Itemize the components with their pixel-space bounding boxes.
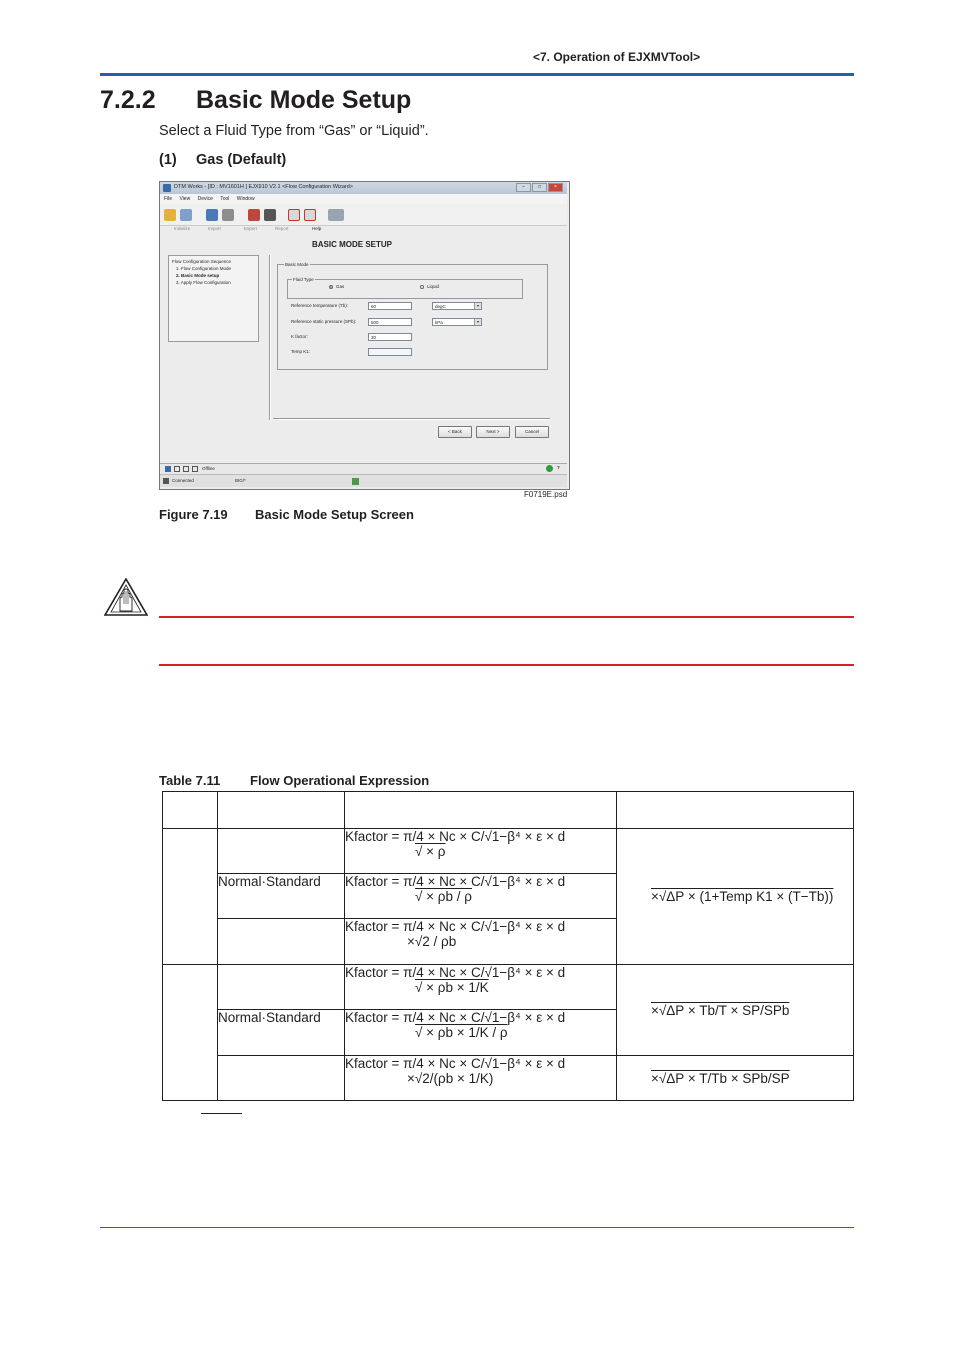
help-icon[interactable]: ? (557, 465, 560, 470)
kfactor-line: √ × ρb / ρ (415, 889, 472, 904)
subsection-title: Gas (Default) (196, 152, 287, 168)
flow-expression-table (162, 791, 854, 1101)
sequence-item: 3. Apply Flow Configuration (176, 280, 231, 285)
footer-rule (100, 1227, 854, 1228)
mode-cell (218, 1056, 345, 1101)
kfactor-cell (345, 1010, 617, 1056)
print-icon[interactable] (328, 209, 344, 221)
header-cell (218, 792, 345, 829)
table-row (163, 965, 854, 1010)
kfactor-line: Kfactor = π/4 × Nc × C/√1−β⁴ × ε × d (345, 965, 566, 980)
liquid-label: Liquid (427, 284, 440, 289)
cancel-button[interactable]: Cancel (515, 426, 549, 438)
gas-label: Gas (336, 284, 345, 289)
chevron-down-icon: ▾ (474, 303, 481, 309)
status-bar-bottom (160, 474, 567, 487)
liquid-radio[interactable] (420, 285, 424, 289)
mode-cell: Normal·Standard (218, 1010, 345, 1056)
toolbar-label-export: Export (244, 226, 258, 231)
maximize-button[interactable]: □ (532, 183, 547, 192)
ref-press-unit-value: kPa (435, 320, 443, 325)
toolbar (160, 204, 567, 226)
download-icon[interactable] (304, 209, 316, 221)
sequence-item: 1. Flow Configuration Mode (176, 266, 232, 271)
next-button[interactable]: Next > (476, 426, 510, 438)
tree-icon (165, 466, 171, 472)
kfactor-line: Kfactor = π/4 × Nc × C/√1−β⁴ × ε × d (345, 829, 566, 844)
screen-title: BASIC MODE SETUP (312, 240, 393, 249)
disconnect-icon[interactable] (180, 209, 192, 221)
window-title: DTM Works - [ID : MV1601H ] EJX910 V2.1 <Flow Configuration Wizard> (174, 184, 354, 190)
ref-press-label: Reference static pressure (SPb): (291, 319, 357, 324)
flow-expression: ×√ΔP × T/Tb × SPb/SP (651, 1070, 790, 1086)
status-icon (352, 478, 359, 485)
menu-tool[interactable]: Tool (220, 196, 230, 202)
kfactor-label: K factor: (291, 334, 308, 339)
table-row (163, 829, 854, 874)
kfactor-line: √ × ρb × 1/K / ρ (415, 1025, 508, 1040)
intro-text: Select a Fluid Type from “Gas” or “Liquid”. (159, 123, 429, 139)
export-icon[interactable] (248, 209, 260, 221)
toolbar-label-import: Import (208, 226, 221, 231)
section-number: 7.2.2 (100, 86, 156, 114)
chevron-down-icon: ▾ (474, 319, 481, 325)
flow-expression: ×√ΔP × (1+Temp K1 × (T−Tb)) (651, 889, 834, 904)
caution-icon (104, 578, 148, 616)
mode-cell: Normal·Standard (218, 874, 345, 919)
expression-cell (617, 829, 854, 965)
online-status-icon (546, 465, 553, 472)
device-icon (174, 466, 180, 472)
basic-mode-label: Basic Mode (285, 262, 309, 267)
figure-title: Basic Mode Setup Screen (255, 507, 414, 522)
offline-status: Offline (202, 466, 215, 471)
table-header-row (163, 792, 854, 829)
tempk1-input[interactable] (368, 348, 412, 356)
kfactor-line: Kfactor = π/4 × Nc × C/√1−β⁴ × ε × d (345, 874, 566, 889)
table-row (163, 1056, 854, 1101)
list-icon (192, 466, 198, 472)
menu-file[interactable]: File (164, 196, 173, 202)
back-button[interactable]: < Back (438, 426, 472, 438)
kfactor-line: Kfactor = π/4 × Nc × C/√1−β⁴ × ε × d (345, 919, 566, 934)
menu-window[interactable]: Window (236, 196, 255, 202)
initialize-icon[interactable] (206, 209, 218, 221)
toolbar-label-help: Help (312, 226, 322, 231)
table-title: Flow Operational Expression (250, 773, 430, 788)
basic-mode-setup-screenshot (159, 181, 570, 490)
table-number: Table 7.11 (159, 773, 221, 788)
kfactor-line: Kfactor = π/4 × Nc × C/√1−β⁴ × ε × d (345, 1056, 566, 1071)
window-titlebar (160, 182, 567, 194)
header-cell (617, 792, 854, 829)
kfactor-line: √ × ρ (415, 844, 446, 859)
expression-cell (617, 1056, 854, 1101)
gas-radio[interactable] (329, 285, 333, 289)
expression-cell (617, 965, 854, 1056)
sequence-panel (168, 255, 259, 342)
note-line (201, 1113, 242, 1114)
report-icon[interactable] (264, 209, 276, 221)
caution-top-rule (159, 616, 854, 618)
fluid-type-group (287, 279, 523, 299)
subsection-number: (1) (159, 152, 177, 168)
ref-temp-input[interactable]: 60 (368, 302, 412, 310)
sequence-item: 2. Basic Mode setup (176, 273, 220, 278)
fluid-cell (163, 829, 218, 965)
section-title: Basic Mode Setup (196, 86, 412, 114)
caution-bottom-rule (159, 664, 854, 666)
status-bar-top (160, 463, 567, 474)
kfactor-line: Kfactor = π/4 × Nc × C/√1−β⁴ × ε × d (345, 1010, 566, 1025)
app-icon (163, 184, 171, 192)
ref-press-unit-select[interactable] (432, 318, 482, 326)
close-button[interactable]: × (548, 183, 563, 192)
import-icon[interactable] (222, 209, 234, 221)
sequence-title: Flow Configuration Sequence (172, 259, 232, 264)
connection-icon (163, 478, 169, 484)
kfactor-input[interactable]: 30 (368, 333, 412, 341)
panel-divider (269, 255, 271, 420)
toolbar-label-initialize: Initialize (174, 226, 191, 231)
window-icon (183, 466, 189, 472)
header-rule (100, 73, 854, 76)
kfactor-line: ×√2/(ρb × 1/K) (407, 1071, 494, 1086)
header-cell (345, 792, 617, 829)
ref-temp-label: Reference temperature (Tb): (291, 303, 349, 308)
kfactor-line: ×√2 / ρb (407, 934, 457, 949)
connect-icon[interactable] (164, 209, 176, 221)
chapter-header: <7. Operation of EJXMVTool> (533, 50, 701, 64)
ref-temp-unit-value: degC (435, 304, 446, 309)
mode-cell (218, 919, 345, 965)
user-status: BIG/* (235, 478, 246, 483)
figure-filename: F0719E.psd (524, 490, 568, 499)
mode-cell (218, 965, 345, 1010)
menu-device[interactable]: Device (197, 196, 213, 202)
ref-temp-unit-select[interactable] (432, 302, 482, 310)
menu-bar (160, 194, 567, 204)
ref-press-input[interactable]: 500 (368, 318, 412, 326)
toolbar-label-report: Report (275, 226, 289, 231)
menu-view[interactable]: View (179, 196, 191, 202)
kfactor-cell (345, 829, 617, 874)
toolbar-labels (160, 226, 410, 234)
connected-status: Connected (172, 478, 194, 483)
minimize-button[interactable]: – (516, 183, 531, 192)
kfactor-cell (345, 1056, 617, 1101)
flow-expression: ×√ΔP × Tb/T × SP/SPb (651, 1002, 790, 1018)
upload-icon[interactable] (288, 209, 300, 221)
fluid-type-label: Fluid Type (293, 277, 314, 282)
mode-cell (218, 829, 345, 874)
fluid-cell (163, 965, 218, 1101)
window-controls (515, 183, 565, 192)
figure-number: Figure 7.19 (159, 507, 228, 522)
kfactor-cell (345, 965, 617, 1010)
kfactor-cell (345, 919, 617, 965)
button-separator (273, 418, 550, 420)
header-cell (163, 792, 218, 829)
tempk1-label: Temp K1: (291, 349, 311, 354)
kfactor-cell (345, 874, 617, 919)
kfactor-line: √ × ρb × 1/K (415, 980, 489, 995)
